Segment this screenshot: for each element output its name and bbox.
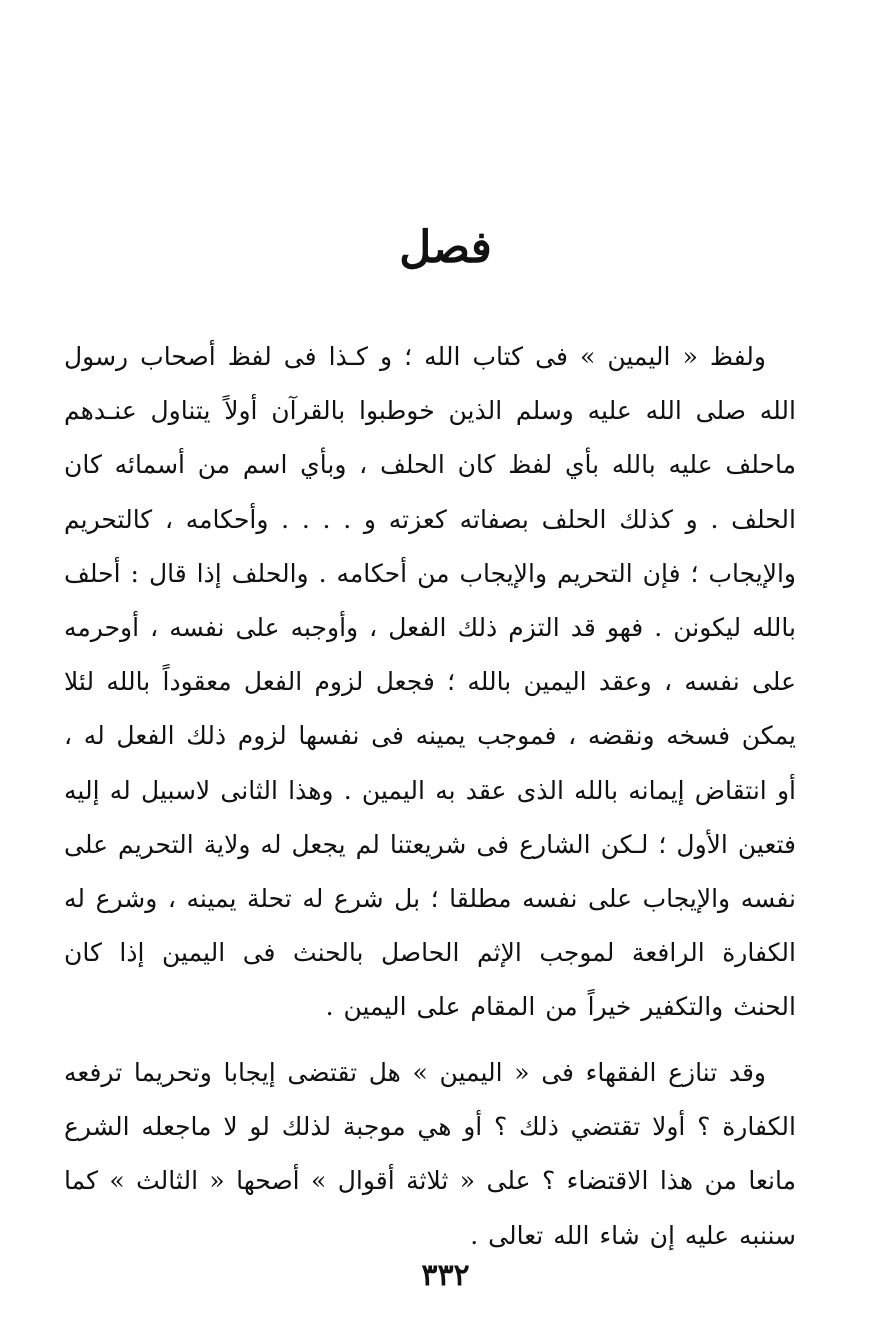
paragraph-2	[64, 1046, 796, 1263]
paragraph-text: وقد تنازع الفقهاء فى « اليمين » هل تقتضى إيجابا وتحريما ترفعه الكفارة ؟ أولا تقتضي ذلك ؟ أو هي موجبة لذلك لو لا ماجعله الشرع مانعا من هذا الاقتضاء ؟ على « ثلاثة أقوال » أصحها « الثالث » كما سننبه عليه إن شاء الله تعالى .	[64, 1058, 796, 1250]
paragraph-text: ولفظ « اليمين » فى كتاب الله ؛ و كـذا فى لفظ أصحاب رسول الله صلى الله عليه وسلم الذين خوطبوا بالقرآن أولاً يتناول عنـدهم ماحلف عليه بالله بأي لفظ كان الحلف ، وبأي اسم من أسمائه كان الحلف . و كذلك الحلف بصفاته كعزته و . . . . وأحكامه ، كالتحريم والإيجاب ؛ فإن التحريم والإيجاب من أحكامه . والحلف إذا قال : أحلف بالله ليكونن . فهو قد التزم ذلك الفعل ، وأوجبه على نفسه ، أوحرمه على نفسه ، وعقد اليمين بالله ؛ فجعل لزوم الفعل معقوداً بالله لئلا يمكن فسخه ونقضه ، فموجب يمينه فى نفسها لزوم ذلك الفعل له ، أو انتقاض إيمانه بالله الذى عقد به اليمين . وهذا الثانى لاسبيل له إليه فتعين الأول ؛ لـكن الشارع فى شريعتنا لم يجعل له ولاية التحريم على نفسه والإيجاب على نفسه مطلقا ؛ بل شرع له تحلة يمينه ، وشرع له الكفارة الرافعة لموجب الإثم الحاصل بالحنث فى اليمين إذا كان الحنث والتكفير خيراً من المقام على اليمين .	[64, 342, 796, 1022]
page-number: ٣٣٢	[421, 1258, 470, 1293]
section-heading: فصل	[399, 222, 492, 273]
paragraph-1	[64, 330, 796, 1035]
